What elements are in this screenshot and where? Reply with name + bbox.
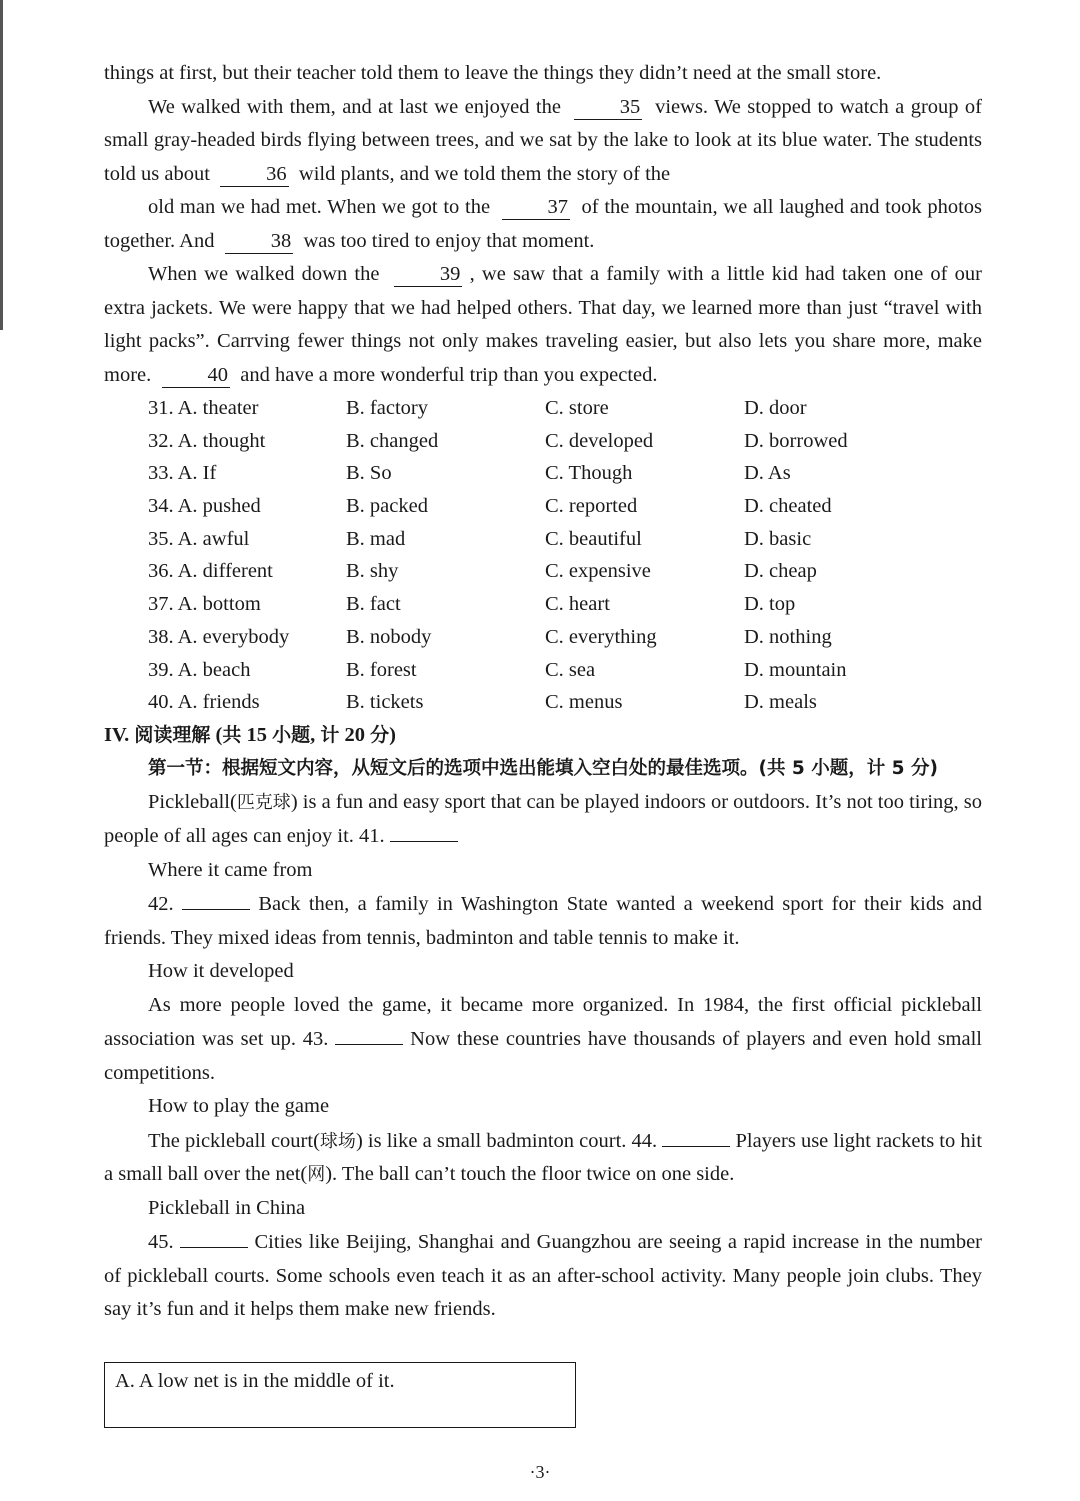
option-cell: D. door bbox=[744, 397, 807, 419]
heading-where-it-came-from: Where it came from bbox=[148, 858, 313, 881]
text-run: Now these countries have thousands of players and even hold small competitions. bbox=[104, 1028, 982, 1084]
option-cell: D. cheated bbox=[744, 495, 832, 518]
reading-intro bbox=[104, 786, 982, 854]
text-run: wild plants, and we told them the story of the bbox=[298, 162, 671, 185]
option-cell: 37. A. bottom bbox=[148, 593, 261, 616]
passage-paragraph-2 bbox=[104, 91, 982, 192]
option-cell: B. packed bbox=[346, 495, 428, 518]
text-run: 45. bbox=[148, 1231, 174, 1254]
option-cell: C. menus bbox=[545, 691, 623, 714]
option-cell: C. beautiful bbox=[545, 527, 642, 550]
blank-36: 36 bbox=[220, 162, 289, 187]
blank-38: 38 bbox=[225, 229, 294, 254]
option-cell: B. shy bbox=[346, 560, 399, 583]
option-cell: D. borrowed bbox=[744, 429, 848, 452]
text-run: 阅读理解 bbox=[134, 723, 211, 746]
blank-44 bbox=[662, 1124, 730, 1147]
text-run: views. We stopped to watch a group of small gray-headed birds flying between trees, and we sat by the lake to look at its blue water. The students told us about bbox=[104, 95, 983, 185]
text-run: The pickleball court( bbox=[148, 1129, 320, 1152]
option-row-31 bbox=[104, 392, 982, 425]
option-cell: B. changed bbox=[346, 429, 439, 452]
reading-paragraph-42 bbox=[104, 887, 982, 955]
option-cell: D. mountain bbox=[744, 658, 847, 681]
reading-paragraph-43 bbox=[104, 989, 982, 1091]
text-run: and have a more wonderful trip than you expected. bbox=[240, 363, 658, 386]
text-run: We walked with them, and at last we enjoyed the bbox=[148, 95, 561, 118]
heading-how-to-play: How to play the game bbox=[148, 1095, 330, 1118]
answer-options-box bbox=[104, 1362, 576, 1428]
page-text bbox=[104, 57, 982, 1327]
text-run: Players use light rackets to hit a small ball over the net( bbox=[104, 1129, 983, 1186]
text-run: As more people loved the game, it became more organized. In 1984, the first official pickleball association was set up. 43. bbox=[104, 993, 982, 1051]
option-cell: 38. A. everybody bbox=[148, 625, 290, 648]
option-cell: 33. A. If bbox=[148, 462, 217, 485]
text-run: ). The ball can’t touch the floor twice on one side. bbox=[325, 1163, 735, 1186]
option-row-36 bbox=[104, 555, 982, 588]
text-run: 小题 bbox=[272, 723, 311, 746]
option-row-35 bbox=[104, 523, 982, 556]
option-a-text: A. A low net is in the middle of it. bbox=[115, 1370, 395, 1392]
reading-paragraph-44 bbox=[104, 1124, 982, 1192]
option-cell: D. meals bbox=[744, 691, 817, 714]
blank-45 bbox=[180, 1225, 248, 1248]
text-run: Pickleball( bbox=[148, 790, 237, 813]
text-run: ) is a fun and easy sport that can be played indoors or outdoors. It’s not too tiring, so people of all ages can enjoy it. 41. bbox=[104, 790, 982, 848]
option-cell: B. tickets bbox=[346, 691, 424, 714]
option-cell: B. fact bbox=[346, 593, 401, 616]
option-cell: D. As bbox=[744, 462, 791, 485]
option-cell: C. everything bbox=[545, 625, 657, 648]
option-cell: C. developed bbox=[545, 429, 654, 452]
blank-42 bbox=[182, 887, 250, 910]
section-instruction: 第一节：根据短文内容，从短文后的选项中选出能填入空白处的最佳选项。(共 5 小题，计 5 分) bbox=[148, 758, 938, 780]
option-cell: D. nothing bbox=[744, 625, 832, 648]
option-cell: D. top bbox=[744, 593, 796, 616]
option-cell: C. heart bbox=[545, 593, 610, 616]
passage-paragraph-1 bbox=[104, 57, 982, 91]
option-row-38 bbox=[104, 621, 982, 654]
text-run: Cities like Beijing, Shanghai and Guangzhou are seeing a rapid increase in the number of pickleball courts. Some schools even teach it as an after-school activity. Many people join clubs. They say it’s fun and it helps them make new friends. bbox=[104, 1231, 983, 1321]
option-row-39 bbox=[104, 654, 982, 687]
options-table bbox=[104, 392, 982, 719]
text-run: of the mountain, we all laughed and took photos together. And bbox=[104, 196, 983, 252]
text-run: 网 bbox=[307, 1164, 326, 1186]
text-run: ) is like a small badminton court. 44. bbox=[355, 1129, 658, 1152]
option-cell: C. sea bbox=[545, 658, 596, 681]
option-cell: 35. A. awful bbox=[148, 527, 250, 550]
passage-paragraph-3 bbox=[104, 191, 982, 258]
option-cell: C. Though bbox=[545, 462, 633, 485]
option-row-33 bbox=[104, 457, 982, 490]
text-run: was too tired to enjoy that moment. bbox=[303, 229, 595, 252]
text-run: 球场 bbox=[319, 1130, 356, 1152]
text-run: ) bbox=[389, 723, 396, 746]
option-row-34 bbox=[104, 490, 982, 523]
text-run: , we saw that a family with a little kid had taken one of our extra jackets. We were happy that we had helped others. That day, we learned more than just “travel with light packs”. Carrving fewer things not only makes traveling easier, but also lets you share more, make more. bbox=[104, 263, 982, 386]
option-cell: 34. A. pushed bbox=[148, 495, 261, 518]
option-cell: B. nobody bbox=[346, 625, 432, 648]
option-cell: B. mad bbox=[346, 527, 406, 550]
section-title bbox=[104, 719, 982, 753]
option-cell: 36. A. different bbox=[148, 560, 273, 583]
heading-pickleball-in-china: Pickleball in China bbox=[148, 1196, 306, 1219]
text-run: , bbox=[310, 723, 321, 746]
option-cell: B. So bbox=[346, 462, 392, 485]
option-row-40 bbox=[104, 686, 982, 719]
option-cell: C. reported bbox=[545, 495, 638, 518]
option-cell: B. forest bbox=[346, 658, 417, 681]
text-run: 15 bbox=[246, 723, 267, 746]
page-number: ·3· bbox=[529, 1462, 551, 1482]
option-row-37 bbox=[104, 588, 982, 621]
option-cell: C. store bbox=[545, 397, 609, 419]
option-cell: C. expensive bbox=[545, 560, 651, 583]
passage-paragraph-4 bbox=[104, 258, 982, 392]
blank-35: 35 bbox=[574, 95, 643, 120]
blank-43 bbox=[335, 1022, 403, 1045]
blank-37: 37 bbox=[502, 195, 571, 220]
text-run: 共 bbox=[222, 723, 242, 746]
option-cell: 39. A. beach bbox=[148, 658, 251, 681]
option-cell: D. cheap bbox=[744, 560, 817, 583]
text-run: ( bbox=[210, 723, 223, 746]
option-row-32 bbox=[104, 425, 982, 458]
blank-40: 40 bbox=[162, 363, 231, 388]
text-run: IV. bbox=[104, 723, 130, 746]
text-run: 匹克球 bbox=[236, 791, 291, 813]
blank-41 bbox=[390, 819, 458, 842]
reading-paragraph-45 bbox=[104, 1225, 982, 1327]
text-run: 20 bbox=[344, 723, 366, 746]
option-cell: 40. A. friends bbox=[148, 691, 260, 714]
heading-how-it-developed: How it developed bbox=[148, 960, 294, 983]
text-run: When we walked down the bbox=[148, 263, 380, 285]
option-cell: 32. A. thought bbox=[148, 429, 266, 452]
text-run: things at first, but their teacher told them to leave the things they didn’t need at the small store. bbox=[104, 62, 882, 84]
option-cell: B. factory bbox=[346, 397, 428, 419]
text-run: Back then, a family in Washington State wanted a weekend sport for their kids and friends. They mixed ideas from tennis, badminton and table tennis to make it. bbox=[104, 893, 983, 949]
option-cell: D. basic bbox=[744, 527, 812, 550]
text-run: 分 bbox=[370, 723, 390, 746]
blank-39: 39 bbox=[394, 262, 463, 287]
scan-edge-shadow bbox=[0, 0, 3, 330]
text-run: old man we had met. When we got to the bbox=[148, 196, 491, 218]
text-run: 计 bbox=[320, 723, 340, 746]
text-run: 42. bbox=[148, 893, 174, 916]
option-cell: 31. A. theater bbox=[148, 397, 259, 419]
